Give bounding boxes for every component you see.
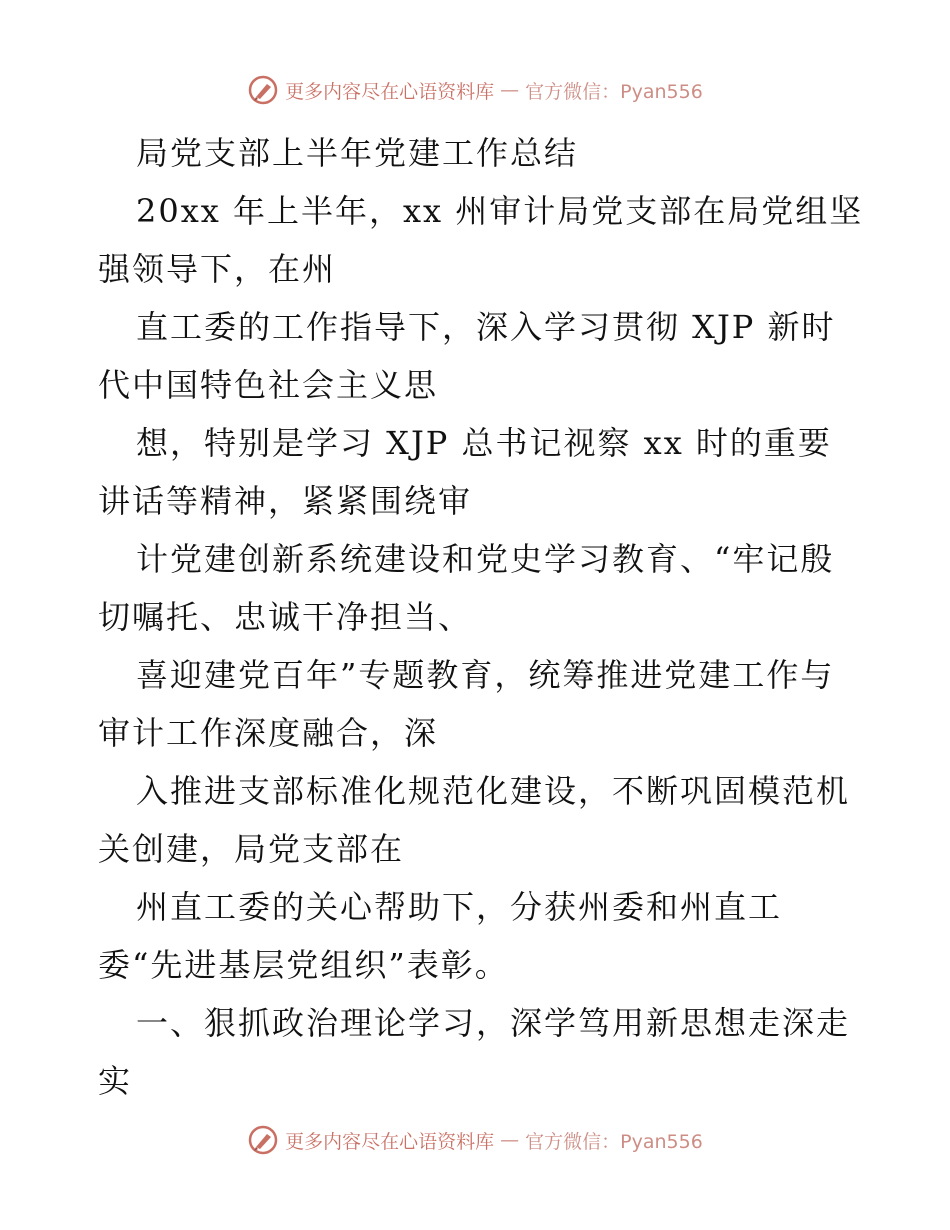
- doc-line: 审计工作深度融合，深: [98, 714, 439, 752]
- doc-line: 讲话等精神，紧紧围绕审: [98, 482, 473, 520]
- doc-line: 切嘱托、忠诚干净担当、: [98, 598, 473, 636]
- pen-logo-icon: [247, 1124, 279, 1156]
- doc-line: 计党建创新系统建设和党史学习教育、“牢记殷: [136, 540, 835, 578]
- doc-line: 实: [98, 1062, 133, 1100]
- doc-line: 委“先进基层党组织”表彰。: [98, 946, 509, 984]
- doc-line: 一、狠抓政治理论学习，深学笃用新思想走深走: [136, 1004, 851, 1042]
- doc-line: 代中国特色社会主义思: [98, 366, 439, 404]
- doc-line: 想，特别是学习 XJP 总书记视察 xx 时的重要: [136, 424, 832, 462]
- watermark-sub-text: 官方微信：Pyan556: [525, 80, 703, 103]
- watermark-main-text: 更多内容尽在心语资料库: [285, 1130, 495, 1153]
- doc-line: 局党支部上半年党建工作总结: [136, 134, 579, 172]
- watermark-separator: —: [500, 79, 520, 101]
- doc-line: 州直工委的关心帮助下，分获州委和州直工: [136, 888, 783, 926]
- pen-logo-icon: [247, 74, 279, 106]
- document-body: [98, 124, 864, 1110]
- footer-watermark: [0, 1120, 950, 1160]
- doc-line: 入推进支部标准化规范化建设，不断巩固模范机: [136, 772, 851, 810]
- doc-line: 喜迎建党百年”专题教育，统筹推进党建工作与: [136, 656, 835, 694]
- header-watermark: [0, 70, 950, 110]
- doc-line: 直工委的工作指导下，深入学习贯彻 XJP 新时: [136, 308, 836, 346]
- watermark-separator: —: [500, 1129, 520, 1151]
- watermark-sub-text: 官方微信：Pyan556: [525, 1130, 703, 1153]
- doc-line: 20xx 年上半年，xx 州审计局党支部在局党组坚: [136, 192, 864, 230]
- doc-line: 关创建，局党支部在: [98, 830, 405, 868]
- watermark-main-text: 更多内容尽在心语资料库: [285, 80, 495, 103]
- doc-line: 强领导下，在州: [98, 250, 337, 288]
